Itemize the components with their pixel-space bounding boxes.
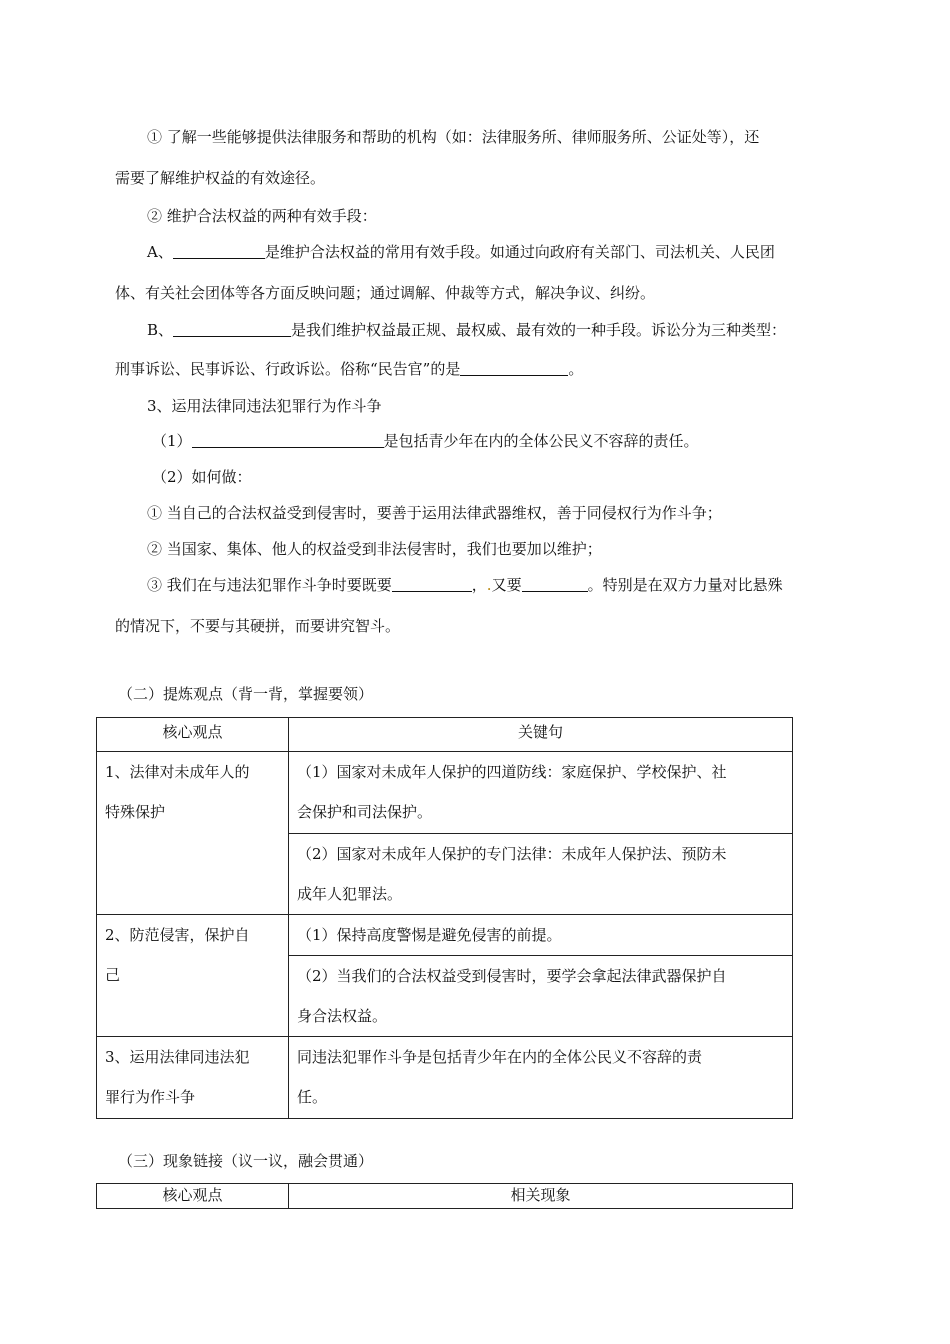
table-header-row (97, 718, 793, 752)
cell-line: 罪行为作斗争 (105, 1088, 196, 1106)
table-row (97, 915, 793, 956)
cell-line: 同违法犯罪作斗争是包括青少年在内的全体公民义不容辞的责 (297, 1048, 703, 1066)
text: 是包括青少年在内的全体公民义不容辞的责任。 (383, 432, 699, 450)
cell-line: （1）保持高度警惕是避免侵害的前提。 (297, 926, 562, 944)
fill-blank[interactable] (173, 322, 291, 337)
text: 。特别是在双方力量对比悬殊 (587, 576, 783, 594)
text: 又要 (491, 576, 522, 594)
header-core: 核心观点 (97, 718, 289, 752)
key-cell (289, 752, 793, 834)
label-a: A、 (147, 243, 173, 261)
text-line-b2 (115, 359, 583, 379)
section-heading: 3、运用法律同违法犯罪行为作斗争 (147, 397, 382, 415)
cell-line: 会保护和司法保护。 (297, 803, 433, 821)
cell-line: （2）国家对未成年人保护的专门法律：未成年人保护法、预防未 (297, 845, 727, 863)
core-cell (97, 752, 289, 915)
text-line: （2）如何做： (152, 468, 252, 486)
core-cell (97, 915, 289, 1037)
cell-line: 任。 (297, 1088, 328, 1106)
fill-blank[interactable] (392, 577, 472, 592)
text-line-b (147, 320, 786, 340)
text-line: ② 维护合法权益的两种有效手段： (147, 207, 377, 225)
text-line: ① 当自己的合法权益受到侵害时，要善于运用法律武器维权，善于同侵权行为作斗争； (147, 504, 722, 522)
cell-line: 2、防范侵害，保护自 (105, 926, 250, 944)
text-line-a (147, 242, 775, 262)
text: 是我们维护权益最正规、最权威、最有效的一种手段。诉讼分为三种类型： (291, 321, 787, 339)
key-cell (289, 1037, 793, 1119)
fill-blank[interactable] (173, 244, 265, 259)
header-core: 核心观点 (97, 1184, 289, 1209)
text: 。 (568, 360, 584, 378)
text: ③ 我们在与违法犯罪作斗争时要既要 (147, 576, 392, 594)
cell-line: 特殊保护 (105, 803, 166, 821)
label: （1） (152, 432, 192, 450)
cell-line: 身合法权益。 (297, 1007, 388, 1025)
key-cell (289, 956, 793, 1037)
header-phenomena: 相关现象 (289, 1184, 793, 1209)
key-points-table (96, 717, 793, 1119)
text: 刑事诉讼、民事诉讼、行政诉讼。俗称“民告官”的是 (115, 360, 461, 378)
text-line: 体、有关社会团体等各方面反映问题；通过调解、仲裁等方式，解决争议、纠纷。 (115, 284, 656, 302)
table-row (97, 1037, 793, 1119)
label-b: B、 (147, 321, 174, 339)
fill-blank[interactable] (460, 361, 568, 376)
phenomena-table (96, 1183, 793, 1209)
table-row (97, 752, 793, 834)
dot-mark: . (486, 576, 492, 594)
header-key: 关键句 (289, 718, 793, 752)
text-line: 的情况下，不要与其硬拼，而要讲究智斗。 (115, 617, 401, 635)
section-heading: （三）现象链接（议一议，融会贯通） (118, 1152, 374, 1170)
text-line: ② 当国家、集体、他人的权益受到非法侵害时，我们也要加以维护； (147, 540, 602, 558)
cell-line: 3、运用法律同违法犯 (105, 1048, 250, 1066)
cell-line: （1）国家对未成年人保护的四道防线：家庭保护、学校保护、社 (297, 763, 727, 781)
text-line-c3 (147, 575, 783, 595)
key-cell (289, 834, 793, 915)
text: 是维护合法权益的常用有效手段。如通过向政府有关部门、司法机关、人民团 (264, 243, 775, 261)
key-cell (289, 915, 793, 956)
text-line: 需要了解维护权益的有效途径。 (115, 169, 326, 187)
table-header-row (97, 1184, 793, 1209)
text-line-q1 (152, 431, 699, 451)
fill-blank[interactable] (192, 433, 384, 448)
cell-line: （2）当我们的合法权益受到侵害时，要学会拿起法律武器保护自 (297, 967, 727, 985)
cell-line: 成年人犯罪法。 (297, 885, 403, 903)
cell-line: 1、法律对未成年人的 (105, 763, 250, 781)
text: ， (471, 576, 487, 594)
cell-line: 己 (105, 966, 121, 984)
text-line: ① 了解一些能够提供法律服务和帮助的机构（如：法律服务所、律师服务所、公证处等），还 (147, 128, 760, 146)
fill-blank[interactable] (522, 577, 588, 592)
core-cell (97, 1037, 289, 1119)
section-heading: （二）提炼观点（背一背，掌握要领） (118, 685, 374, 703)
